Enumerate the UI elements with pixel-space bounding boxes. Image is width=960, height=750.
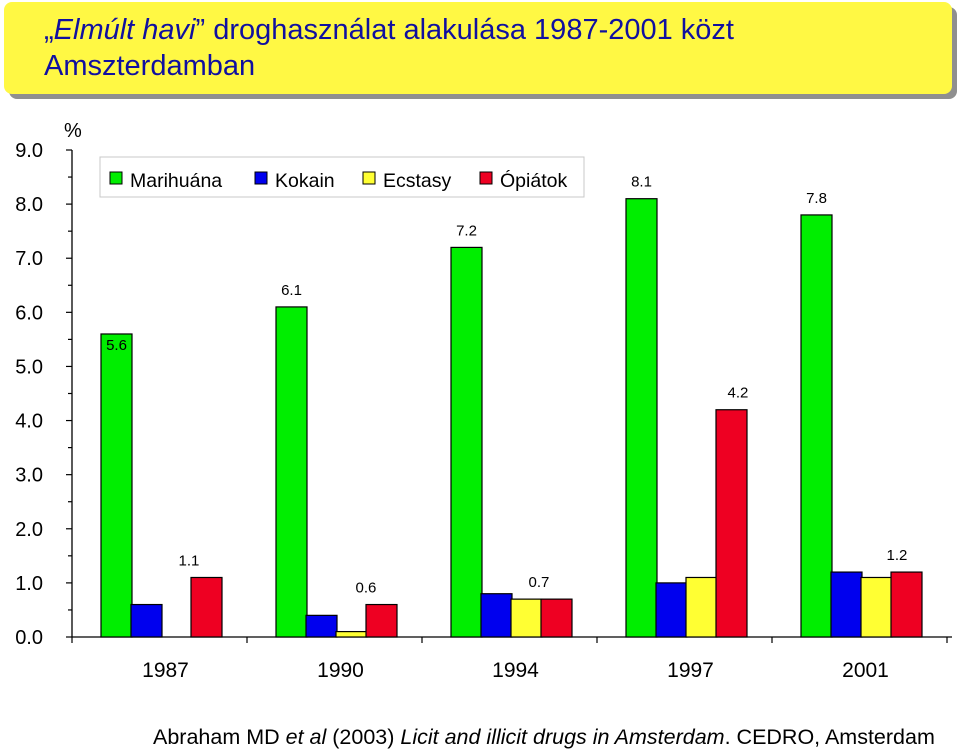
bar-1987-Ópiátok: [191, 577, 222, 637]
legend-swatch-Kokain: [255, 172, 267, 184]
y-tick-label: 4.0: [15, 410, 43, 433]
y-tick-label: 2.0: [15, 518, 43, 541]
citation-et-al: et al: [285, 725, 327, 749]
x-category-label-1997: 1997: [667, 659, 714, 682]
y-tick-label: 9.0: [15, 140, 43, 162]
bar-1997-Marihuána: [626, 199, 657, 637]
x-category-label-1987: 1987: [142, 659, 189, 682]
citation-authors: Abraham MD: [153, 725, 286, 749]
legend-swatch-Ecstasy: [363, 172, 375, 184]
source-citation: [153, 724, 960, 750]
data-label-1994-Ópiátok: 0.7: [528, 574, 550, 592]
legend-label-Ecstasy: Ecstasy: [383, 170, 452, 192]
legend-swatch-Ópiátok: [480, 172, 492, 184]
bar-1987-Marihuána: [101, 334, 132, 637]
bar-1997-Kokain: [656, 583, 687, 637]
bar-1994-Ópiátok: [541, 599, 572, 637]
x-category-label-1990: 1990: [317, 659, 364, 682]
data-label-1990-Ópiátok: 0.6: [355, 579, 377, 597]
bar-1990-Ópiátok: [366, 605, 397, 637]
x-category-label-1994: 1994: [492, 659, 539, 682]
legend-swatch-Marihuána: [110, 172, 122, 184]
legend-label-Marihuána: Marihuána: [130, 170, 223, 192]
y-tick-label: 5.0: [15, 356, 43, 379]
bar-1997-Ecstasy: [686, 577, 717, 637]
title-open-quote: „: [44, 14, 54, 46]
citation-year: (2003): [326, 725, 401, 749]
title-italic-part: Elmúlt havi: [53, 14, 196, 46]
y-tick-label: 8.0: [15, 194, 43, 217]
data-label-1997-Marihuána: 8.1: [631, 173, 652, 191]
bar-2001-Ópiátok: [891, 572, 922, 637]
legend-label-Ópiátok: Ópiátok: [500, 170, 568, 192]
bar-2001-Marihuána: [801, 215, 832, 637]
data-label-1994-Marihuána: 7.2: [456, 222, 477, 240]
data-label-1987-Marihuána: 5.6: [106, 336, 127, 354]
bar-1990-Ecstasy: [336, 632, 367, 637]
bar-1994-Ecstasy: [511, 599, 542, 637]
data-label-2001-Marihuána: 7.8: [806, 189, 827, 207]
bar-2001-Ecstasy: [861, 577, 892, 637]
data-label-1990-Marihuána: 6.1: [281, 281, 302, 299]
y-axis-unit-label: %: [64, 120, 82, 142]
y-tick-label: 3.0: [15, 464, 43, 487]
bar-1994-Kokain: [481, 594, 512, 637]
data-label-2001-Ópiátok: 1.2: [886, 547, 908, 565]
citation-publisher: . CEDRO, Amsterdam: [724, 725, 935, 749]
bar-2001-Kokain: [831, 572, 862, 637]
y-tick-label: 7.0: [15, 248, 43, 271]
data-label-1987-Ópiátok: 1.1: [178, 552, 200, 570]
y-tick-label: 0.0: [15, 627, 43, 649]
x-category-label-2001: 2001: [842, 659, 889, 682]
bar-1990-Marihuána: [276, 307, 307, 637]
bar-1994-Marihuána: [451, 247, 482, 637]
legend-label-Kokain: Kokain: [275, 170, 335, 192]
bar-1990-Kokain: [306, 615, 337, 637]
y-tick-label: 6.0: [15, 302, 43, 325]
y-tick-label: 1.0: [15, 572, 43, 595]
citation-book-title: Licit and illicit drugs in Amsterdam: [400, 725, 725, 749]
bar-1987-Kokain: [131, 605, 162, 637]
title-rest: droghasználat alakulása 1987-2001 közt Amszterdamban: [44, 14, 734, 82]
title-close-quote: ”: [195, 14, 206, 46]
data-label-1997-Ópiátok: 4.2: [727, 384, 749, 402]
bar-1997-Ópiátok: [716, 410, 747, 637]
